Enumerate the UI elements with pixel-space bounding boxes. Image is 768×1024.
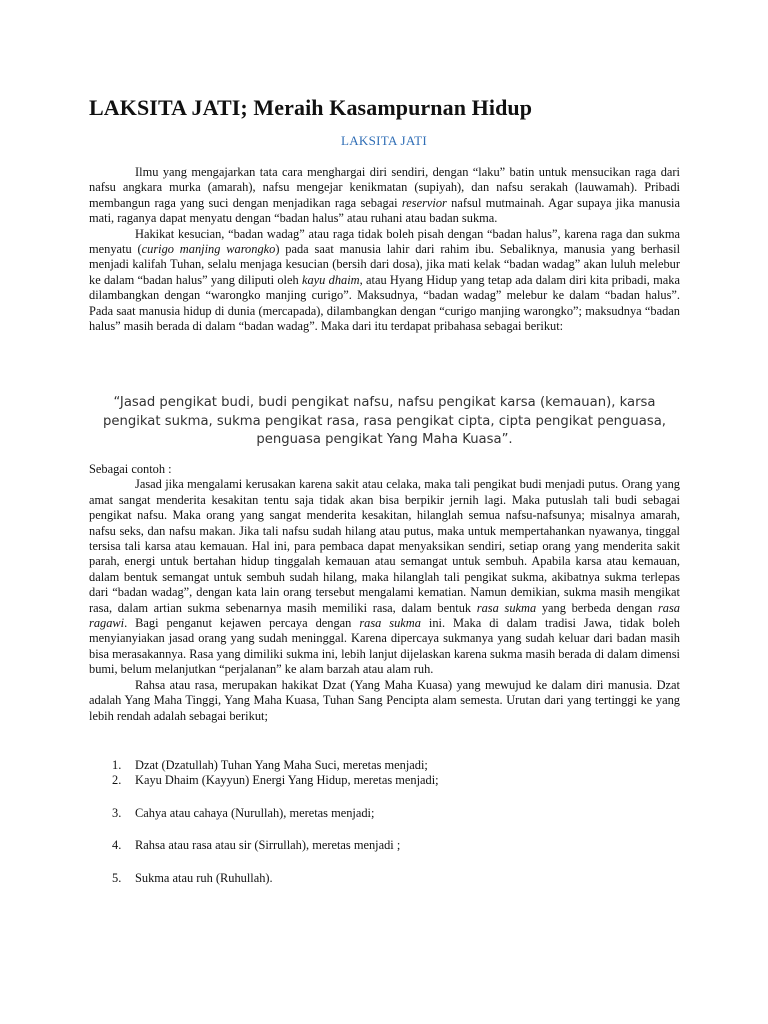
list-item-text: Kayu Dhaim (Kayyun) Energi Yang Hidup, meretas menjadi; [135, 773, 439, 788]
paragraph-3-text-b: yang berbeda dengan [536, 600, 658, 615]
paragraph-2-emphasis-2: kayu dhaim [301, 272, 360, 287]
list-item [89, 773, 680, 788]
paragraph-1-emphasis: reservior [401, 195, 447, 210]
list-item-number: 1. [112, 758, 122, 772]
list-item-text: Cahya atau cahaya (Nurullah), meretas menjadi; [135, 805, 375, 820]
paragraph-2-text-b: ) pada saat manusia lahir dari rahim ibu. Sebaliknya, manusia yang berhasil menjadi kalifah Tuhan, selalu menjaga kesucian (bersih dari dosa), jika mati kelak “badan wadag” akan luluh melebur ke dalam “badan halus” yang diliputi oleh [89, 242, 681, 287]
list-item-number: 2. [112, 773, 122, 788]
paragraph-1-text: Ilmu yang mengajarkan tata cara menghargai diri sendiri, dengan “laku” batin untuk mensucikan raga dari nafsu angkara murka (amarah), nafsu mengejar kenikmatan (supiyah), dan nafsu serakah (lauwamah). Pribadi membangun raga yang suci dengan menjadikan raga sebagai [89, 165, 680, 210]
paragraph-2-text-c: , atau Hyang Hidup yang tetap ada dalam diri kita pribadi, maka dilambangkan dengan “warongko manjing curigo”. Maksudnya, “badan wadag” melebur ke dalam “badan halus”. Pada saat manusia hidup di dunia (mercapada), dilambangkan dengan “curigo manjing warongko”; maksudnya “badan halus” masih berada di dalam “badan wadag”. Maka dari itu terdapat pribahasa sebagai berikut: [89, 272, 680, 334]
list-item [89, 806, 680, 821]
list-item [89, 871, 680, 886]
paragraph-1-end: nafsul mutmainah. Agar supaya jika manusia mati, raganya dapat menyatu dengan “badan halus” atau ruhani atau badan sukma. [89, 195, 680, 226]
paragraph-3-text-c: . Bagi penganut kejawen percaya dengan [124, 616, 360, 631]
paragraph-3-emphasis-2: rasa ragawi [89, 600, 680, 631]
list-item-text: Sukma atau ruh (Ruhullah). [135, 870, 273, 885]
list-item-number: 4. [112, 838, 122, 853]
list-item-number: 5. [112, 870, 122, 885]
intro-section [89, 165, 680, 334]
example-section [89, 462, 680, 724]
list-item-text: Dzat (Dzatullah) Tuhan Yang Maha Suci, meretas menjadi; [135, 758, 428, 772]
paragraph-3-emphasis-3: rasa sukma [359, 616, 421, 631]
list-item-text: Rahsa atau rasa atau sir (Sirrullah), meretas menjadi ; [135, 838, 401, 853]
paragraph-3-text-d: ini. Maka di dalam tradisi Jawa, tidak boleh menyianyiakan jasad orang yang sudah meninggal. Karena dipercaya sukmanya yang sudah keluar dari badan masih bisa merasakannya. Rasa yang dimiliki sukma ini, lebih lanjut dijelaskan karena sukma masih berada di dalam dimensi bumi, belum melanjutkan “perjalanan” ke alam barzah atau alam ruh. [89, 616, 680, 677]
document-subtitle: LAKSITA JATI [341, 133, 427, 148]
list-item-number: 3. [112, 805, 122, 820]
paragraph-2-emphasis-1: curigo manjing warongko [141, 242, 276, 257]
hierarchy-list [89, 758, 680, 886]
paragraph-4: Rahsa atau rasa, merupakan hakikat Dzat (Yang Maha Kuasa) yang mewujud ke dalam diri manusia. Dzat adalah Yang Maha Tinggi, Yang Maha Kuasa, Tuhan Sang Pencipta alam semesta. Urutan dari yang tertinggi ke yang lebih rendah adalah sebagai berikut; [89, 677, 680, 723]
list-item [89, 838, 680, 853]
paragraph-2 [89, 227, 680, 335]
paragraph-2-text-a: Hakikat kesucian, “badan wadag” atau raga tidak boleh pisah dengan “badan halus”, karena raga dan sukma menyatu ( [89, 226, 680, 257]
paragraph-3 [89, 477, 680, 677]
example-label: Sebagai contoh : [89, 462, 172, 476]
paragraph-1 [89, 165, 680, 227]
paragraph-3-text-a: Jasad jika mengalami kerusakan karena sakit atau celaka, maka tali pengikat budi menjadi putus. Orang yang amat sangat menderita kesakitan tentu saja tidak akan bisa berpikir jernih lagi. Maka putuslah tali budi sebagai pengikat nafsu. Maka orang yang sangat menderita kesakitan, hilanglah semua nafsu-nafsunya; misalnya amarah, nafsu seks, dan nafsu makan. Jika tali nafsu sudah hilang atau putus, maka untuk mempertahankan nyawanya, tinggal tersisa tali karsa atau kemauan. Hal ini, para pembaca dapat menyaksikan sendiri, setiap orang yang menderita sakit parah, energi untuk bertahan hidup tinggalah kemauan atau semangat untuk sembuh. Apabila karsa atau kemauan, dalam bentuk semangat untuk sembuh sudah hilang, maka hilanglah tali pengikat sukma, akibatnya sukma terlepas dari “badan wadag”, dengan kata lain orang tersebut mengalami kematian. Namun demikian, sukma masih mengikat rasa, dalam artian sukma sebenarnya masih memiliki rasa, dalam bentuk [89, 477, 680, 615]
document-title: LAKSITA JATI; Meraih Kasampurnan Hidup [89, 95, 533, 120]
paragraph-3-emphasis-1: rasa sukma [476, 600, 537, 615]
proverb-quote: “Jasad pengikat budi, budi pengikat nafsu, nafsu pengikat karsa (kemauan), karsa pengikat sukma, sukma pengikat rasa, rasa pengikat cipta, cipta pengikat penguasa, penguasa pengikat Yang Maha Kuasa”. [103, 395, 666, 447]
list-item [89, 758, 680, 773]
